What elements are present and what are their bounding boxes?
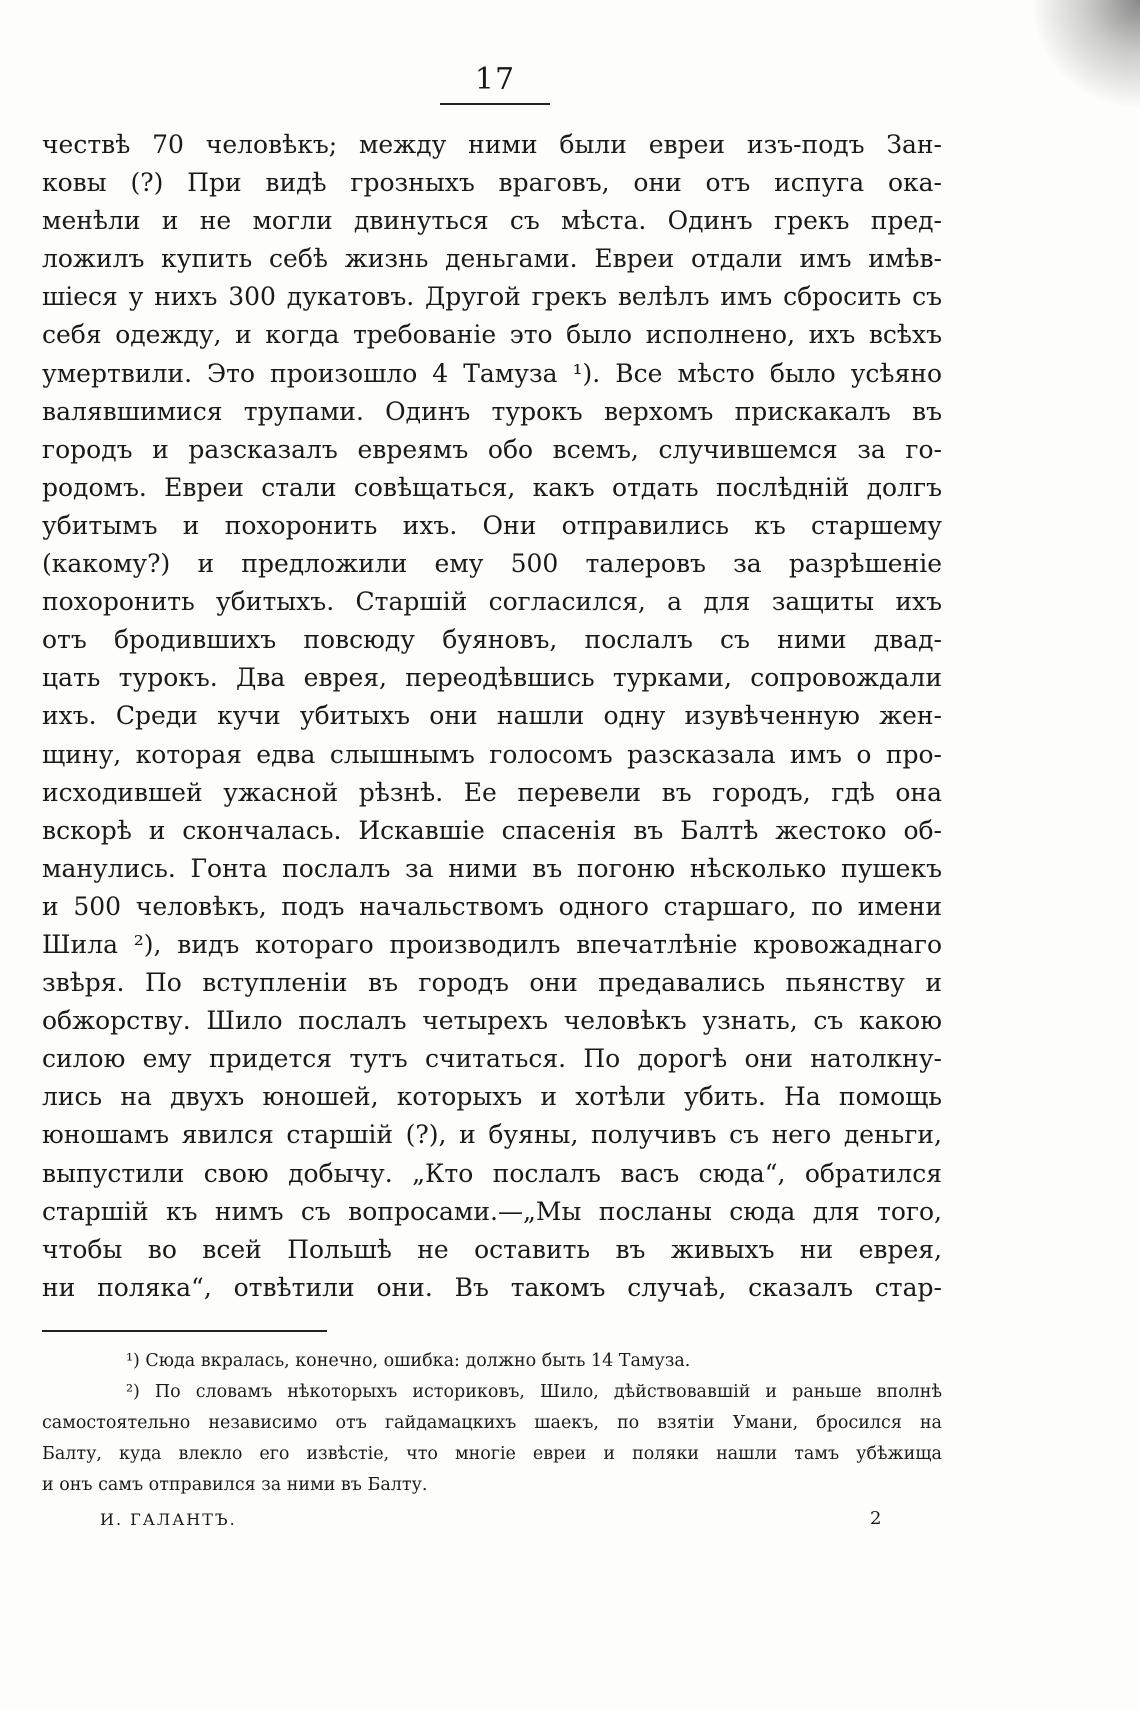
text-line: ихъ. Среди кучи убитыхъ они нашли одну изувѣченную жен- [42, 701, 942, 731]
text-line: старшій къ нимъ съ вопросами.—„Мы посланы сюда для того, [42, 1196, 942, 1226]
footnote-2-line: Балту, куда влекло его извѣстіе, что многіе евреи и поляки нашли тамъ убѣжища [42, 1444, 942, 1464]
text-line: чтобы во всей Польшѣ не оставить въ живыхъ ни еврея, [42, 1234, 942, 1264]
body-text [42, 126, 942, 1307]
author-signature-mark: И. ГАЛАНТЪ. [100, 1510, 237, 1529]
text-line: силою ему придется тутъ считаться. По дорогѣ они натолкну- [42, 1044, 942, 1074]
text-line: манулись. Гонта послалъ за ними въ погоню нѣсколько пушекъ [42, 853, 942, 883]
text-line: исходившей ужасной рѣзнѣ. Ее перевели въ городъ, гдѣ она [42, 777, 942, 807]
text-line: похоронить убитыхъ. Старшій согласился, а для защиты ихъ [42, 587, 942, 617]
text-line: чествѣ 70 человѣкъ; между ними были евреи изъ-подъ Зан- [42, 130, 942, 159]
footnote-2-line: и онъ самъ отправился за ними въ Балту. [42, 1475, 428, 1495]
text-line: умертвили. Это произошло 4 Тамуза ¹). Все мѣсто было усѣяно [42, 358, 942, 388]
text-line: выпустили свою добычу. „Кто послалъ васъ сюда“, обратился [42, 1158, 942, 1188]
footnote-1: ¹) Сюда вкралась, конечно, ошибка: должно быть 14 Тамуза. [126, 1351, 691, 1371]
footnote-2-line: самостоятельно независимо отъ гайдамацкихъ шаекъ, по взятіи Умани, бросился на [42, 1413, 942, 1433]
footnote-separator [42, 1330, 327, 1332]
footnote-2-line: ²) По словамъ нѣкоторыхъ историковъ, Шило, дѣйствовавшій и раньше вполнѣ [126, 1382, 942, 1402]
text-line: себя одежду, и когда требованіе это было исполнено, ихъ всѣхъ [42, 320, 942, 350]
text-line: убитымъ и похоронить ихъ. Они отправились къ старшему [42, 510, 942, 540]
page-number: 17 [474, 62, 516, 97]
text-line: ковы (?) При видѣ грозныхъ враговъ, они отъ испуга ока- [42, 168, 942, 198]
text-line: Шила ²), видъ котораго производилъ впечатлѣніе кровожаднаго [42, 929, 942, 959]
text-line: (какому?) и предложили ему 500 талеровъ за разрѣшеніе [42, 549, 942, 579]
text-line: городъ и разсказалъ евреямъ обо всемъ, случившемся за го- [42, 434, 942, 464]
text-line: звѣря. По вступленіи въ городъ они предавались пьянству и [42, 968, 942, 998]
text-line: юношамъ явился старшій (?), и буяны, получивъ съ него деньги, [42, 1120, 942, 1150]
text-line: родомъ. Евреи стали совѣщаться, какъ отдать послѣдній долгъ [42, 472, 942, 502]
sheet-signature-number: 2 [870, 1508, 882, 1529]
text-line: шіеся у нихъ 300 дукатовъ. Другой грекъ велѣлъ имъ сбросить съ [42, 282, 942, 312]
text-line: отъ бродившихъ повсюду буяновъ, послалъ съ ними двад- [42, 625, 942, 655]
text-line: вскорѣ и скончалась. Искавшіе спасенія въ Балтѣ жестоко об- [42, 815, 942, 845]
footnotes [42, 1346, 942, 1501]
text-line: ни поляка“, отвѣтили они. Въ такомъ случаѣ, сказалъ стар- [42, 1272, 942, 1302]
text-line: и 500 человѣкъ, подъ начальствомъ одного старшаго, по имени [42, 891, 942, 921]
text-line: ложилъ купить себѣ жизнь деньгами. Евреи отдали имъ имѣв- [42, 244, 942, 274]
page-number-underline [440, 103, 550, 105]
scan-corner-artifact [1030, 0, 1140, 110]
text-line: обжорству. Шило послалъ четырехъ человѣкъ узнать, съ какою [42, 1006, 942, 1036]
text-line: цать турокъ. Два еврея, переодѣвшись турками, сопровождали [42, 663, 942, 693]
text-line: щину, которая едва слышнымъ голосомъ разсказала имъ о про- [42, 739, 942, 769]
text-line: валявшимися трупами. Одинъ турокъ верхомъ прискакалъ въ [42, 396, 942, 426]
text-line: лись на двухъ юношей, которыхъ и хотѣли убить. На помощь [42, 1082, 942, 1112]
text-line: менѣли и не могли двинуться съ мѣста. Одинъ грекъ пред- [42, 206, 942, 236]
